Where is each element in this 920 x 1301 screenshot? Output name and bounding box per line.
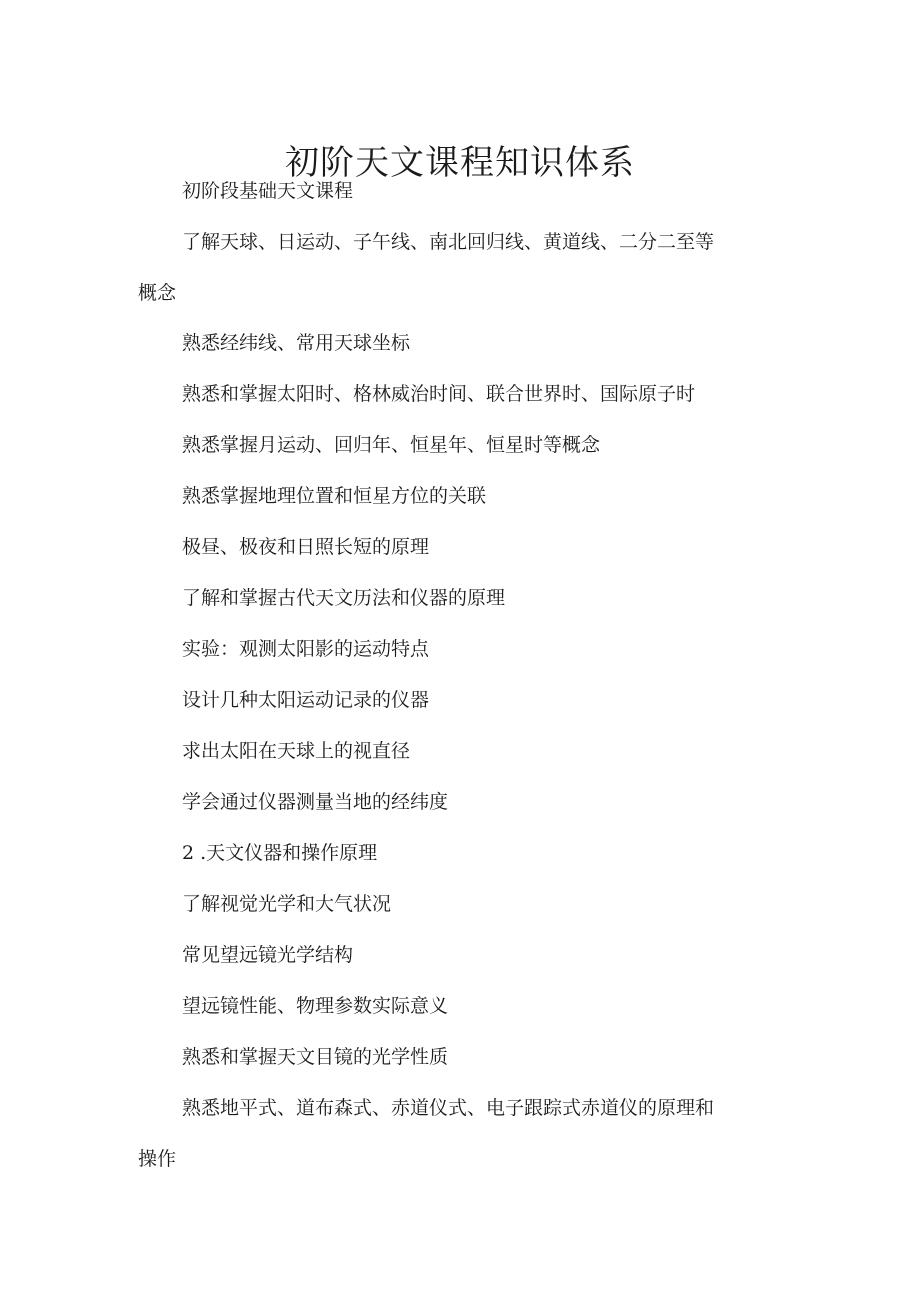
paragraph-4: 熟悉和掌握太阳时、格林威治时间、联合世界时、国际原子时	[182, 383, 696, 405]
paragraph-6: 熟悉掌握地理位置和恒星方位的关联	[182, 485, 487, 507]
paragraph-3: 熟悉经纬线、常用天球坐标	[182, 332, 411, 354]
paragraph-10: 设计几种太阳运动记录的仪器	[182, 689, 430, 711]
paragraph-7: 极昼、极夜和日照长短的原理	[182, 536, 430, 558]
paragraph-8: 了解和掌握古代天文历法和仪器的原理	[182, 587, 506, 609]
paragraph-16: 望远镜性能、物理参数实际意义	[182, 995, 449, 1017]
paragraph-9: 实验：观测太阳影的运动特点	[182, 638, 430, 660]
paragraph-11: 求出太阳在天球上的视直径	[182, 740, 411, 762]
paragraph-12: 学会通过仪器测量当地的经纬度	[182, 791, 449, 813]
paragraph-2: 了解天球、日运动、子午线、南北回归线、黄道线、二分二至等概念	[138, 231, 715, 304]
paragraph-14: 了解视觉光学和大气状况	[182, 893, 392, 915]
document-title: 初阶天文课程知识体系	[285, 142, 635, 183]
paragraph-1: 初阶段基础天文课程	[182, 180, 354, 202]
paragraph-17: 熟悉和掌握天文目镜的光学性质	[182, 1046, 449, 1068]
paragraph-18: 熟悉地平式、道布森式、赤道仪式、电子跟踪式赤道仪的原理和操作	[138, 1097, 715, 1170]
paragraph-13: 2 .天文仪器和操作原理	[182, 842, 378, 864]
paragraph-5: 熟悉掌握月运动、回归年、恒星年、恒星时等概念	[182, 434, 601, 456]
paragraph-15: 常见望远镜光学结构	[182, 944, 354, 966]
